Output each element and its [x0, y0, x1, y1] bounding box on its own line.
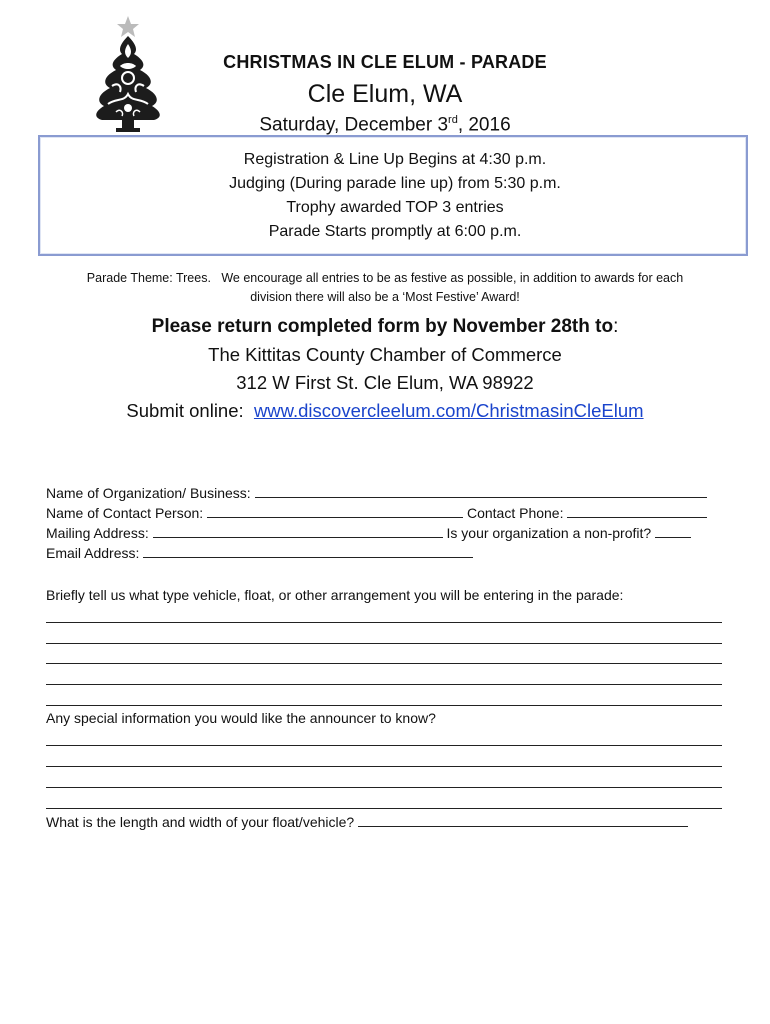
schedule-line-start: Parade Starts promptly at 6:00 p.m.: [268, 223, 522, 240]
org-field-row: [46, 485, 707, 501]
org-input-line[interactable]: [255, 485, 707, 498]
mailing-field-row: [46, 525, 691, 541]
size-label: What is the length and width of your float/vehicle?: [46, 814, 359, 830]
schedule-line-registration: Registration & Line Up Begins at 4:30 p.m.: [243, 151, 547, 168]
event-date: [0, 114, 770, 136]
vehicle-answer-line[interactable]: [46, 705, 722, 706]
announcer-answer-line[interactable]: [46, 787, 722, 788]
announcer-answer-line[interactable]: [46, 808, 722, 809]
contact-input-line[interactable]: [207, 505, 463, 518]
return-heading: [0, 316, 770, 338]
mailing-label: Mailing Address:: [46, 525, 153, 541]
theme-paragraph: [50, 269, 720, 307]
submit-online: [0, 400, 770, 422]
org-label: Name of Organization/ Business:: [46, 485, 255, 501]
vehicle-answer-line[interactable]: [46, 663, 722, 664]
email-field-row: [46, 545, 473, 561]
return-heading-colon: :: [613, 316, 619, 337]
schedule-box: [38, 135, 748, 256]
date-year: , 2016: [457, 114, 511, 136]
vehicle-question: Briefly tell us what type vehicle, float, or other arrangement you will be entering in the parade:: [46, 587, 624, 603]
chamber-name: The Kittitas County Chamber of Commerce: [208, 344, 562, 365]
phone-label: Contact Phone:: [463, 505, 568, 521]
email-label: Email Address:: [46, 545, 144, 561]
schedule-line-trophy: Trophy awarded TOP 3 entries: [286, 199, 504, 216]
size-field-row: [46, 814, 688, 830]
announcer-answer-line[interactable]: [46, 745, 722, 746]
chamber-address: 312 W First St. Cle Elum, WA 98922: [236, 372, 534, 393]
phone-input-line[interactable]: [567, 505, 707, 518]
submit-link[interactable]: www.discovercleelum.com/ChristmasinCleElum: [253, 400, 644, 421]
date-prefix: Saturday, December 3: [259, 114, 449, 136]
page-title: CHRISTMAS IN CLE ELUM - PARADE: [223, 52, 547, 72]
contact-field-row: [46, 505, 707, 521]
announcer-question: Any special information you would like the announcer to know?: [46, 710, 436, 726]
nonprofit-label: Is your organization a non-profit?: [442, 525, 656, 541]
size-input-line[interactable]: [358, 814, 688, 827]
return-heading-text: Please return completed form by November 28th to: [151, 316, 614, 337]
mailing-input-line[interactable]: [153, 525, 443, 538]
vehicle-answer-line[interactable]: [46, 622, 722, 623]
contact-label: Name of Contact Person:: [46, 505, 208, 521]
nonprofit-input-line[interactable]: [655, 525, 691, 538]
vehicle-answer-line[interactable]: [46, 643, 722, 644]
vehicle-answer-line[interactable]: [46, 684, 722, 685]
submit-label: Submit online:: [126, 400, 254, 421]
schedule-line-judging: Judging (During parade line up) from 5:30 p.m.: [229, 175, 561, 192]
theme-line-2: division there will also be a ‘Most Festive’ Award!: [250, 290, 520, 304]
email-input-line[interactable]: [143, 545, 473, 558]
theme-line-1: Parade Theme: Trees. We encourage all entries to be as festive as possible, in addition to awards for each: [86, 271, 684, 285]
announcer-answer-line[interactable]: [46, 766, 722, 767]
location-heading: Cle Elum, WA: [307, 80, 463, 108]
date-suffix: rd: [448, 114, 458, 126]
